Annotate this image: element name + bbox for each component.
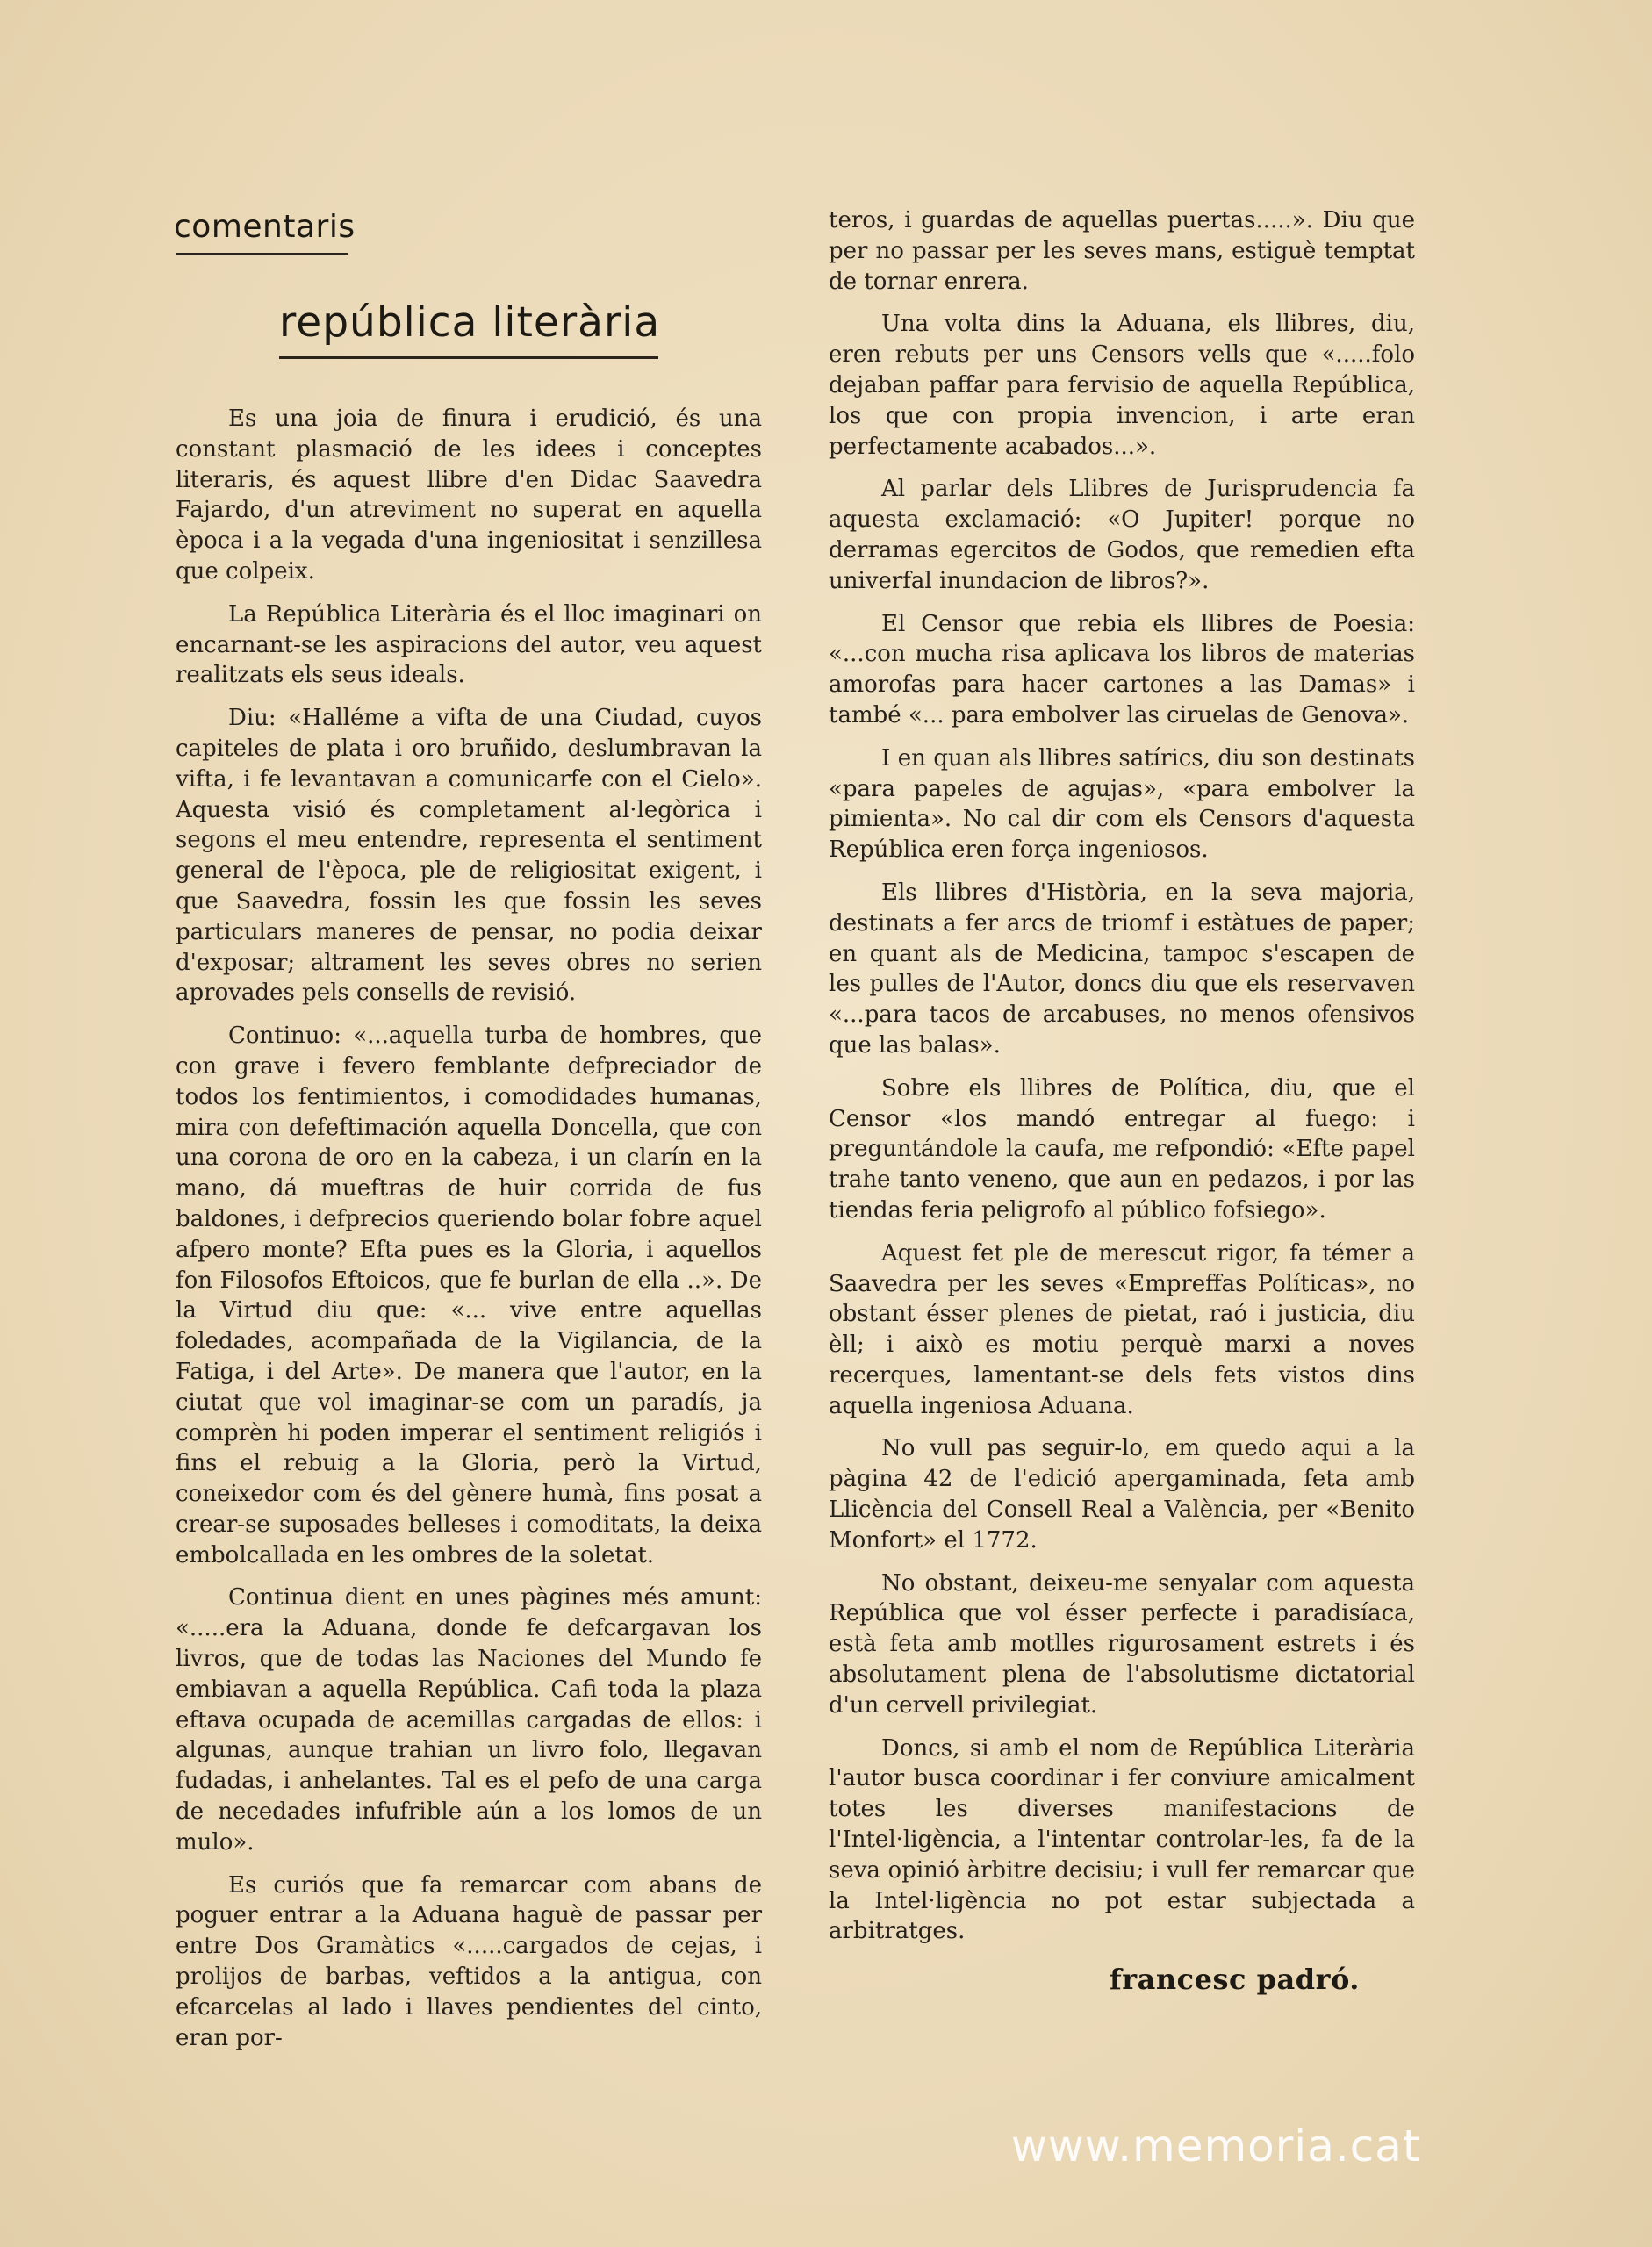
paragraph: Continua dient en unes pàgines més amunt: «.....era la Aduana, donde fe defcargavan los livros, que de todas las Naciones del Mundo fe embiavan a aquella República. Cafi toda la plaza eftava ocupada de acemillas cargadas de ellos: i algunas, aunque trahian un livro folo, llegavan fudadas, i anhelantes. Tal es el pefo de una carga de necedades infufrible aún a los lomos de un mulo».: [176, 1584, 762, 1856]
right-column: [829, 205, 1415, 1959]
paragraph: El Censor que rebia els llibres de Poesia: «...con mucha risa aplicava los libros de materias amorofas para hacer cartones a las Damas» i també «... para embolver las ciruelas de Genova».: [829, 610, 1415, 729]
paragraph: Continuo: «...aquella turba de hombres, que con grave i fevero femblante defpreciador de todos los fentimientos, i comodidades humanas, mira con defeftimación aquella Doncella, que con una corona de oro en la cabeza, i un clarín en la mano, dá mueftras de huir corrida de fus baldones, i defprecios queriendo bolar fobre aquel afpero monte? Efta pues es la Gloria, i aquellos fon Filosofos Eftoicos, que fe burlan de ella ..». De la Virtud diu que: «... vive entre aquellas foledades, acompañada de la Vigilancia, de la Fatiga, i del Arte». De manera que l'autor, en la ciutat que vol imaginar-se com un paradís, ja comprèn hi poden imperar el sentiment religiós i fins el rebuig a la Gloria, però la Virtud, coneixedor com és del gènere humà, fins posat a crear-se suposades belleses i comoditats, la deixa embolcallada en les ombres de la soletat.: [176, 1023, 762, 1569]
paragraph: La República Literària és el lloc imaginari on encarnant-se les aspiracions del autor, veu aquest realitzats els seus ideals.: [176, 600, 762, 689]
paragraph: Una volta dins la Aduana, els llibres, diu, eren rebuts per uns Censors vells que «.....folo dejaban paffar para fervisio de aquella República, los que con propia invencion, i arte eran perfectamente acabados...».: [829, 311, 1415, 460]
paragraph: Al parlar dels Llibres de Jurisprudencia fa aquesta exclamació: «O Jupiter! porque no derramas egercitos de Godos, que remedien efta univerfal inundacion de libros?».: [829, 476, 1415, 594]
watermark: www.memoria.cat: [1011, 2121, 1421, 2172]
paragraph: No obstant, deixeu-me senyalar com aquesta República que vol ésser perfecte i paradisíaca, està feta amb motlles rigurosament estrets i és absolutament plena de l'absolutisme dictatorial d'un cervell privilegiat.: [829, 1569, 1415, 1719]
paragraph: Sobre els llibres de Política, diu, que el Censor «los mandó entregar al fuego: i preguntándole la caufa, me refpondió: «Efte papel trahe tanto veneno, que aun en pedazos, i por las tiendas feria peligrofo al público fofsiego».: [829, 1074, 1415, 1224]
section-underline: [176, 253, 348, 255]
paragraph: No vull pas seguir-lo, em quedo aqui a la pàgina 42 de l'edició apergaminada, feta amb Llicència del Consell Real a València, per «Benito Monfort» el 1772.: [829, 1435, 1415, 1554]
section-label: comentaris: [174, 209, 356, 245]
author-signature: francesc padró.: [1110, 1963, 1360, 1996]
paragraph: Es una joia de finura i erudició, és una constant plasmació de les idees i conceptes literaris, és aquest llibre d'en Didac Saavedra Fajardo, d'un atreviment no superat en aquella època i a la vegada d'una ingeniositat i senzillesa que colpeix.: [176, 406, 762, 585]
article-title: república literària: [279, 298, 661, 347]
paragraph: Els llibres d'Història, en la seva majoria, destinats a fer arcs de triomf i estàtues de paper; en quant als de Medicina, tampoc s'escapen de les pulles de l'Autor, doncs diu que els reservaven «...para tacos de arcabuses, no menos ofensivos que las balas».: [829, 879, 1415, 1059]
paragraph: Aquest fet ple de merescut rigor, fa témer a Saavedra per les seves «Empreffas Políticas», no obstant ésser plenes de pietat, raó i justicia, diu èll; i això es motiu perquè marxi a noves recerques, lamentant-se dels fets vistos dins aquella ingeniosa Aduana.: [829, 1239, 1415, 1419]
paragraph: Es curiós que fa remarcar com abans de poguer entrar a la Aduana haguè de passar per entre Dos Gramàtics «.....cargados de cejas, i prolijos de barbas, veftidos a la antigua, con efcarcelas al lado i llaves pendientes del cinto, eran por-: [176, 1871, 762, 2051]
paragraph: Doncs, si amb el nom de República Literària l'autor busca coordinar i fer conviure amicalment totes les diverses manifestacions de l'Intel·ligència, a l'intentar controlar-les, fa de la seva opinió àrbitre decisiu; i vull fer remarcar que la Intel·ligència no pot estar subjectada a arbitratges.: [829, 1734, 1415, 1945]
paragraph: I en quan als llibres satírics, diu son destinats «para papeles de agujas», «para embolver la pimienta». No cal dir com els Censors d'aquesta República eren força ingeniosos.: [829, 744, 1415, 864]
left-column: [176, 404, 762, 2065]
paragraph: teros, i guardas de aquellas puertas.....». Diu que per no passar per les seves mans, estiguè temptat de tornar enrera.: [829, 207, 1415, 295]
paragraph: Diu: «Halléme a vifta de una Ciudad, cuyos capiteles de plata i oro bruñido, deslumbravan la vifta, i fe levantavan a comunicarfe con el Cielo». Aquesta visió és completament al·legòrica i segons el meu entendre, representa el sentiment general de l'època, ple de religiositat exigent, i que Saavedra, fossin les que fossin les seves particulars maneres de pensar, no podia deixar d'exposar; altrament les seves obres no serien aprovades pels consells de revisió.: [176, 705, 762, 1007]
title-underline: [279, 356, 658, 359]
